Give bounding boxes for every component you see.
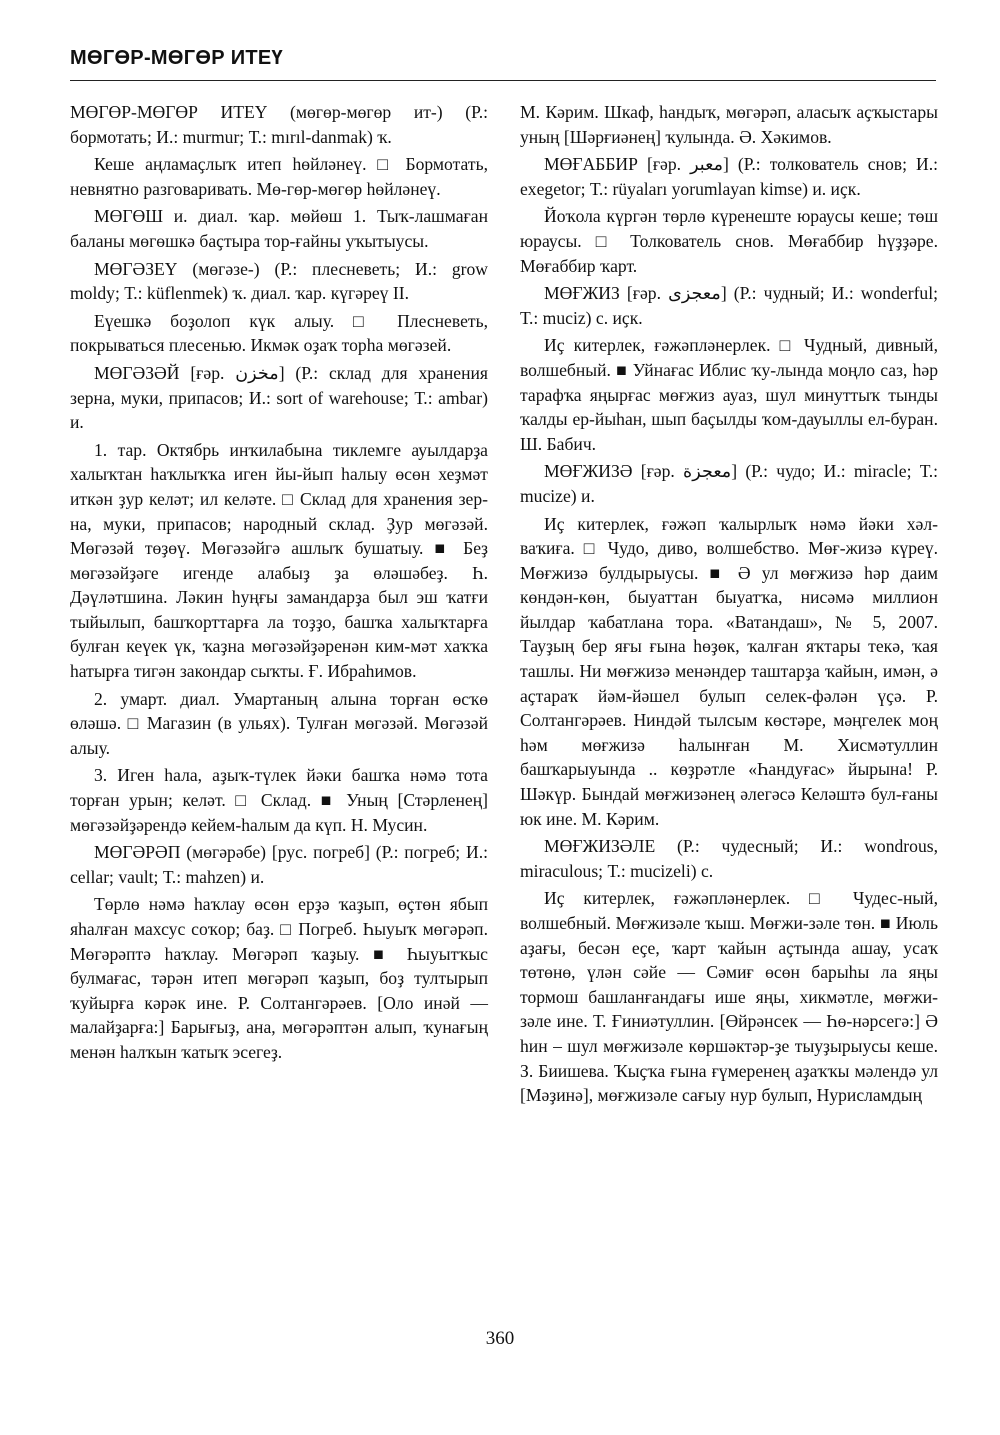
entry-mogabbir: МӨҒАББИР [ғәр. معبر] (Р.: толкователь снов; И.: exegetor; Т.: rüyaları yorumlayan kimse) и. иҫк. bbox=[520, 154, 938, 199]
definition-paragraph: Иҫ китерлек, ғәжәпләнерлек. □ Чудес-ный, волшебный. Мөғжизәле ҡыш. Мөғжи-зәле төн. ■ Июль аҙағы, бесән еҫе, ҡарт ҡайын аҫтында ашау, усаҡ төтөнө, үлән сәйе — Сәмиғ өсөн барыһы ла яңы тормош башланғандағы ише яңы, хикмәтле, мөғжи-зәле ине. Т. Ғиниәтуллин. [Өйрәнсек — Һө-нәрсегә:] Ә һин – шул мөғжизәле көршәктәр-ҙе тыуҙырыусы кеше. З. Биишева. Ҡыҫҡа ғына ғүмеренең аҙаҡҡы мәлендә ул [Мәҙинә], мөғжизәле сағыу нур булып, Нурисламдың bbox=[520, 888, 938, 1106]
entry-mogarap: МӨГӘРӘП (мөгәрәбе) [рус. погреб] (Р.: погреб; И.: cellar; vault; Т.: mahzen) и. bbox=[70, 842, 488, 887]
entry-mogor-mogor-iteu: МӨГӨР-МӨГӨР ИТЕҮ (мөгөр-мөгөр ит-) (Р.: бормотать; И.: murmur; Т.: mırıl-danmak) ҡ. bbox=[70, 102, 488, 147]
citation-continuation: М. Кәрим. Шкаф, һандыҡ, мөгәрәп, аласыҡ аҫҡыстары уның [Шәрғиәнең] ҡулында. Ә. Хәкимов. bbox=[520, 102, 938, 147]
definition-paragraph: Иҫ китерлек, ғәжәпләнерлек. □ Чудный, дивный, волшебный. ■ Уйнағас Иблис ҡу-лында моңло саз, һәр тарафҡа яңырғас мөғжиз ауаз, шул минуттыҡ тынды ҡалды ер-йыһан, шып баҫылды ҡом-дауыллы ел-буран. Ш. Бабич. bbox=[520, 335, 938, 454]
definition-paragraph: Иҫ китерлек, ғәжәп ҡалырлыҡ нәмә йәки хәл-ваҡиға. □ Чудо, диво, волшебство. Мөғ-жизә күреү. Мөғжизә булдырыусы. ■ Ә ул мөғжизә һәр даим көндән-көн, быуаттан быуатҡа, нисәмә миллион йылдар ҡабатлана тора. «Ватандаш», № 5, 2007. Тауҙың бер яғы ғына һөҙөк, ҡалған яҡтары текә, ҡая ташлы. Ни мөғжизә менәндер таштарҙа ҡайын, имән, ә аҫтараҡ йәм-йәшел булып селек-фәлән үҫә. Р. Солтангәрәев. Ниндәй тылсым көстәре, мәңгелек моң һәм мөғжизә һалынған М. Хисмәтуллин башҡарыуында .. көҙрәтле «Һандуғас» йырына! Р. Шәкүр. Бындай мөғжизәнең әлегәсә Келәштә бул-ғаны юк ине. М. Кәрим. bbox=[520, 513, 938, 829]
entry-mogazay: МӨГӘЗӘЙ [ғәр. مخزن] (Р.: склад для хранения зерна, муки, припасов; И.: sort of warehouse; Т.: ambar) и. bbox=[70, 362, 488, 433]
right-column bbox=[520, 100, 938, 1111]
header-rule bbox=[70, 80, 936, 81]
entry-mogjiz: МӨҒЖИЗ [ғәр. معجزى] (Р.: чудный; И.: wonderful; Т.: muciz) с. иҫк. bbox=[520, 283, 938, 328]
definition-paragraph: Төрлө нәмә һаҡлау өсөн ерҙә ҡаҙып, өҫтөн ябып яһалған махсус соҡор; баҙ. □ Погреб. Һыуыҡ мөгәрәп. Мөгәрәптә һаҡлау. Мөгәрәп ҡаҙыу. ■ Һыуытҡыс булмағас, тәрән итеп мөгәрәп ҡаҙып, боҙ тултырып ҡуйырға кәрәк ине. Р. Солтангәрәев. [Оло инәй — малайҙарға:] Барығыҙ, ана, мөгәрәптән алып, ҡунағың менән һалҡын ҡатыҡ эсегеҙ. bbox=[70, 894, 488, 1062]
definition-paragraph: Еүешкә боҙолоп күк алыу. □ Плесневеть, покрываться плесенью. Икмәк оҙаҡ торһа мөгәзей. bbox=[70, 310, 488, 356]
entry-mogazeu: МӨГӘЗЕҮ (мөгәзе-) (Р.: плесневеть; И.: grow moldy; Т.: küflenmek) ҡ. диал. ҡар. күгәреү II. bbox=[70, 258, 488, 304]
entry-mogosh: МӨГӨШ и. диал. ҡар. мөйөш 1. Тыҡ-лашмаған баланы мөгөшкә баҫтыра тор-ғайны уҡытыусы. bbox=[70, 206, 488, 251]
running-head: МӨГӨР-МӨГӨР ИТЕҮ bbox=[70, 47, 283, 69]
definition-paragraph: Кеше аңламаҫлыҡ итеп һөйләнеү. □ Бормотать, невнятно разговаривать. Мө-гөр-мөгөр һөйләнеү. bbox=[70, 154, 488, 199]
sense-paragraph-2: 2. умарт. диал. Умартаның алына торған өсҡө өләшә. □ Магазин (в ульях). Тулған мөгәзәй. Мөгәзәй алыу. bbox=[70, 688, 488, 758]
definition-paragraph: Йоҡола күргән төрлө күренеште юраусы кеше; төш юраусы. □ Толкователь снов. Мөғаббир һүҙҙәре. Мөғаббир ҡарт. bbox=[520, 206, 938, 276]
entry-mogjizale: МӨҒЖИЗӘЛЕ (Р.: чудесный; И.: wondrous, miraculous; Т.: mucizeli) с. bbox=[520, 836, 938, 881]
sense-paragraph-1: 1. тар. Октябрь инҡилабына тиклемге ауылдарҙа халыҡтан һаҡлыҡҡа иген йы-йып һалыу өсөн хеҙмәт иткән ҙур келәт; ил келәте. □ Склад для хранения зер-на, муки, припасов; народный склад. Ҙур мөгәзәй. Мөгәзәй төҙөү. Мөгәзәйгә ашлыҡ бушатыу. ■ Беҙ мөгәзәйҙәге игенде алабыҙ ҙа өләшәбеҙ. Һ. Дәүләтшина. Ләкин һуңғы замандарҙа был эш ҡатғи тыйылып, башҡорттарға ла тоҙҙо, башҡа халыҡтарға булған кеүек үк, ҡаҙна мөгәзәйҙәренән ким-мәт хаҡҡа һатырға тигән закондар сыҡты. Ғ. Ибраһимов. bbox=[70, 439, 488, 682]
sense-paragraph-3: 3. Иген һала, аҙыҡ-түлек йәки башҡа нәмә тота торған урын; келәт. □ Склад. ■ Уның [Стәрленең] мөгәзәйҙәрендә кейем-һалым да күп. Н. Мусин. bbox=[70, 765, 488, 835]
entry-mogjiza: МӨҒЖИЗӘ [ғәр. معجزة] (Р.: чудо; И.: miracle; Т.: mucize) и. bbox=[520, 461, 938, 506]
page-number: 360 bbox=[485, 1328, 515, 1349]
left-column bbox=[70, 100, 488, 1068]
